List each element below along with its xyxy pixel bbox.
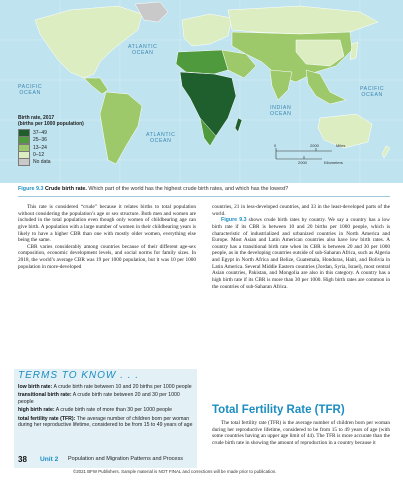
caption-rule [18, 196, 390, 197]
term-name: high birth rate: [18, 407, 55, 414]
europe [182, 14, 232, 46]
southeast-asia [306, 70, 346, 104]
term-definition: The average number of children born per woman during her reproductive lifetime, considered to be from 15 to 49 years of age [18, 415, 193, 429]
section-heading: Total Fertility Rate (TFR) [212, 404, 345, 416]
paragraph: This rate is considered “crude” because it relates births to total population without considering the population’s age or sex structure. Both men and women are included in the total population even though only women of childbearing age can give birth. A population with a large number of women in their childbearing years is likely to have a higher CBR than one with mostly older women, everything else being the same. [18, 204, 196, 244]
map-scale-bar [272, 143, 362, 165]
ocean-label-atlantic-south: ATLANTIC OCEAN [146, 132, 176, 144]
paragraph: The total fertility rate (TFR) is the average number of children born per woman during her reproductive lifetime, considered to be from 15 to 49 years of age (with some countries having an upper age limit of 44). The TFR is more accurate than the crude birth rate in showing the amount of reproduction in a country because it [212, 420, 390, 446]
body-left-column [18, 204, 196, 270]
paragraph-text: shows crude birth rates by country. We say a country has a low birth rate if its CBR is between 10 and 20 births per 1000 people, which is characteristic of industrialized and urbanized countries in North America and Europe. Most Asian and Latin American countries also have low birth rates. A country has a transitional birth rate when its CBR is between 20 and 30 per 1000 people, as in the developing countries outside of sub-Saharan Africa, such as Algeria and Egypt in North Africa and Belize, Guatemala, Honduras, Haiti, and Bolivia in Latin America. Several Middle Eastern countries (Jordan, Syria, Israel), most central Asian countries, Pakistan, and Mongolia are also in this category. A country has a high birth rate if its CBR is more than 30 per 1000. High birth rates are common in the countries of sub-Saharan Africa. [212, 217, 390, 290]
term-name: transitional birth rate: [18, 392, 72, 399]
south-america [100, 92, 142, 164]
term-entry [18, 392, 193, 405]
scale-miles-value: 2000 [310, 143, 319, 148]
figure-number: Figure 9.3 [18, 186, 44, 192]
tfr-paragraph-block [212, 420, 390, 447]
paragraph [212, 217, 390, 290]
figure-question: Which part of the world has the highest crude birth rates, and which has the lowest? [88, 186, 289, 192]
north-america [35, 6, 142, 78]
term-name: low birth rate: [18, 384, 53, 390]
ocean-label-pacific-west: PACIFIC OCEAN [18, 84, 43, 96]
legend-items [18, 129, 84, 166]
figure-caption [18, 186, 390, 192]
term-entry [18, 407, 193, 414]
term-definition: A crude birth rate of more than 30 per 1000 people [54, 407, 172, 414]
central-america [84, 78, 108, 94]
unit-title: Population and Migration Patterns and Process [68, 456, 183, 463]
ocean-label-pacific-east: PACIFIC OCEAN [360, 86, 385, 98]
legend-item [18, 159, 84, 166]
scale-km-value: 2000 [298, 160, 307, 165]
india [270, 70, 292, 100]
legend-label: No data [33, 159, 51, 166]
scale-miles-unit: Miles [336, 143, 346, 148]
body-right-column [212, 204, 390, 290]
figure-title: Crude birth rate. [44, 186, 87, 192]
scale-km-unit: Kilometers [324, 160, 343, 165]
ocean-label-indian: INDIAN OCEAN [270, 105, 292, 117]
terms-list [18, 384, 193, 430]
legend-label: 13–24 [33, 144, 47, 151]
term-name: total fertility rate (TFR): [18, 415, 76, 422]
copyright-notice: ©2021 BFW Publishers. Sample material is NOT FINAL and corrections will be made prior to publication. [73, 469, 277, 474]
figure-reference-link[interactable]: Figure 9.3 [221, 217, 247, 224]
russia [228, 6, 378, 34]
paragraph: CBR varies considerably among countries because of their different age-sex composition, economic development levels, and social norms for family sizes. In 2018, the world’s average CBR was 19 per 1000 population, but it was 10 per 1000 population in more-developed [18, 243, 196, 270]
legend-subtitle: (births per 1000 population) [18, 120, 84, 127]
terms-heading: TERMS TO KNOW . . . [18, 370, 140, 381]
legend-label: 25–36 [33, 137, 47, 144]
legend-swatch [18, 158, 30, 166]
term-definition: A crude birth rate between 20 and 30 per 1000 people [18, 392, 180, 405]
legend-label: 37–49 [33, 129, 47, 136]
page-number: 38 [18, 455, 27, 464]
north-africa [176, 50, 228, 74]
map-legend [18, 116, 84, 166]
ocean-label-atlantic-north: ATLANTIC OCEAN [128, 44, 158, 56]
new-zealand [382, 146, 390, 158]
term-definition: A crude birth rate between 10 and 20 births per 1000 people [52, 384, 192, 390]
term-entry [18, 384, 193, 391]
legend-label: 0–12 [33, 152, 45, 159]
legend-title: Birth rate, 2017 [18, 115, 55, 121]
scale-zero: 0 [274, 143, 277, 148]
paragraph: countries, 21 in less-developed countries, and 33 in the least-developed parts of the world. [212, 204, 390, 217]
birth-rate-map [0, 0, 403, 183]
term-entry [18, 416, 193, 429]
unit-label: Unit 2 [40, 455, 59, 463]
